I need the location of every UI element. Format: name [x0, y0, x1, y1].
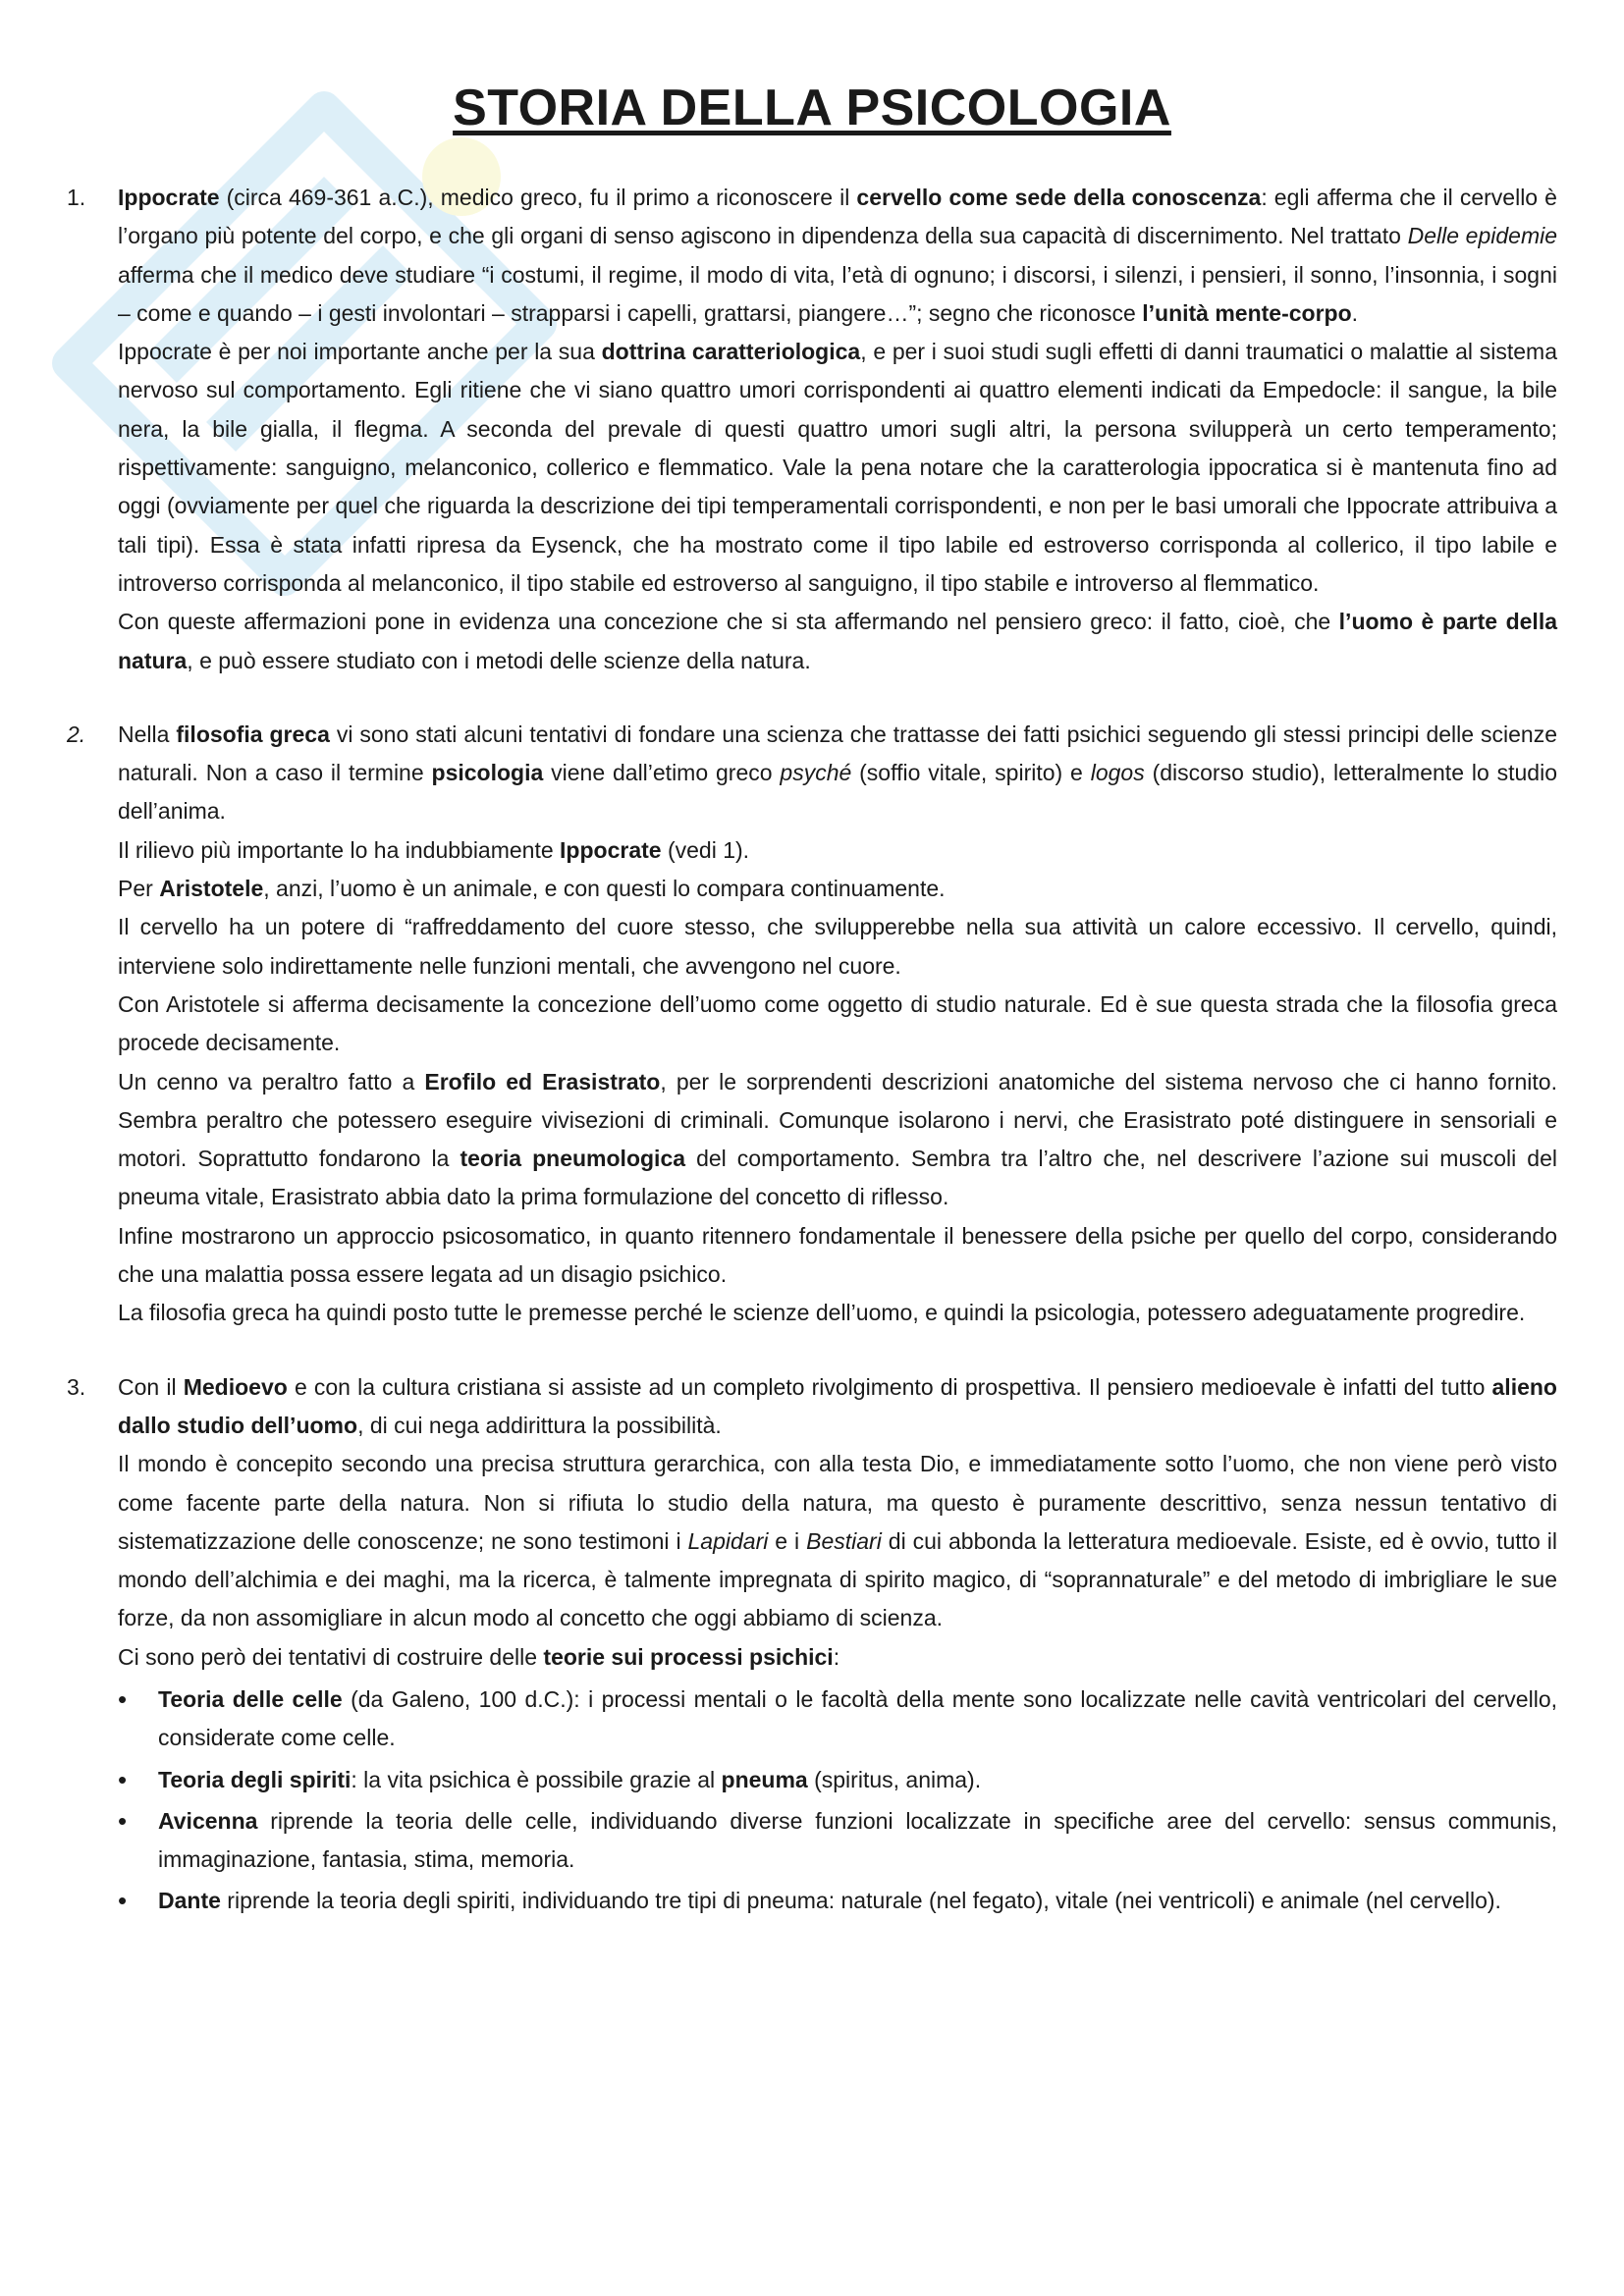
- text-run: di cui abbonda la letteratura medioevale. Esiste, ed è ovvio, tutto il mondo dell’alchimia e dei maghi, ma la ricerca, è talmente impregnata di spirito magico, di “soprannaturale” e del metodo di imbrigliare le sue forze, da non assomigliare in alcun modo al concetto che oggi abbiamo di scienza.: [118, 1527, 1557, 1631]
- paragraph: [118, 1217, 1557, 1295]
- list-item: [118, 1681, 1557, 1758]
- text-run: , e per i suoi studi sugli effetti di danni traumatici o malattie al sistema nervoso sul comportamento. Egli ritiene che vi siano quattro umori corrispondenti ai quattro elementi indicati da Empedocle: il sangue, la bile nera, la bile gialla, il flegma. A seconda del prevale di questi quattro umori sugli altri, la persona svilupperà un certo temperamento; rispettivamente: sanguigno, melanconico, collerico e flemmatico. Vale la pena notare che la caratterologia ippocratica si è mantenuta fino ad oggi (ovviamente per quel che riguarda la descrizione dei tipi temperamentali corrispondenti, e non per le basi umorali che Ippocrate attribuiva a tali tipi). Essa è stata infatti ripresa da Eysenck, che ha mostrato come il tipo labile ed estroverso corrisponda al collerico, il tipo labile e introverso corrisponda al melanconico, il tipo stabile ed estroverso al sanguigno, il tipo stabile e introverso al flemmatico.: [118, 339, 1557, 596]
- bold-term: psicologia: [431, 760, 544, 786]
- bold-term: Ippocrate: [118, 185, 220, 210]
- text-run: Nella: [118, 721, 177, 747]
- text-run: Ci sono però dei tentativi di costruire delle: [118, 1643, 544, 1670]
- bold-term: alieno dallo studio dell’uomo: [118, 1373, 1557, 1438]
- paragraph: [118, 986, 1557, 1063]
- text-run: Il cervello ha un potere di “raffreddamento del cuore stesso, che svilupperebbe nella sua attività un calore eccessivo. Il cervello, quindi, interviene solo indirettamente nelle funzioni mentali, che avvengono nel cuore.: [118, 914, 1557, 979]
- text-run: : egli afferma che il cervello è l’organo più potente del corpo, e che gli organi di senso agiscono in dipendenza della sua capacità di discernimento. Nel trattato: [118, 185, 1557, 249]
- list-item: [118, 1802, 1557, 1880]
- bold-term: l’uomo è parte della natura: [118, 609, 1557, 673]
- text-run: La filosofia greca ha quindi posto tutte le premesse perché le scienze dell’uomo, e quindi la psicologia, potessero adeguatamente progredire.: [118, 1300, 1526, 1326]
- page-title: STORIA DELLA PSICOLOGIA: [453, 80, 1171, 136]
- bullet-icon: •: [118, 1805, 128, 1836]
- bold-term: Medioevo: [183, 1373, 288, 1400]
- text-run: Con queste affermazioni pone in evidenza una concezione che si sta affermando nel pensiero greco: il fatto, cioè, che: [118, 609, 1339, 635]
- bold-term: l’unità mente-corpo: [1142, 299, 1352, 326]
- paragraph: [118, 603, 1557, 680]
- section-number: 2.: [67, 721, 86, 747]
- text-run: :: [833, 1643, 840, 1670]
- bold-term: Erofilo ed Erasistrato: [424, 1068, 661, 1095]
- text-run: (soffio vitale, spirito) e: [851, 760, 1091, 786]
- list-item: [118, 1882, 1557, 1920]
- section-2: [67, 716, 1557, 1333]
- bullet-icon: •: [118, 1764, 128, 1794]
- italic-term: Delle epidemie: [1407, 223, 1557, 249]
- paragraph: [118, 831, 1557, 870]
- text-run: e con la cultura cristiana si assiste ad un completo rivolgimento di prospettiva. Il pensiero medioevale è infatti del tutto: [287, 1373, 1492, 1400]
- text-run: del comportamento. Sembra tra l’altro che, nel descrivere l’azione sui muscoli del pneuma vitale, Erasistrato abbia dato la prima formulazione del concetto di riflesso.: [118, 1146, 1557, 1210]
- text-run: vi sono stati alcuni tentativi di fondare una scienza che trattasse dei fatti psichici seguendo gli stessi principi delle scienze naturali. Non a caso il termine: [118, 721, 1557, 786]
- bold-term: filosofia greca: [176, 721, 330, 747]
- text-run: (spiritus, anima).: [807, 1766, 982, 1792]
- section-3: [67, 1368, 1557, 1921]
- text-run: riprende la teoria degli spiriti, individuando tre tipi di pneuma: naturale (nel fegato), vitale (nei ventricoli) e animale (nel cervello).: [220, 1888, 1501, 1914]
- text-run: Il mondo è concepito secondo una precisa struttura gerarchica, con alla testa Dio, e immediatamente sotto l’uomo, che non viene però visto come facente parte della natura. Non si rifiuta lo studio della natura, ma questo è puramente descrittivo, senza nessun tentativo di sistematizzazione delle conoscenze; ne sono testimoni i: [118, 1451, 1557, 1554]
- bullet-list: [118, 1681, 1557, 1921]
- text-run: , e può essere studiato con i metodi delle scienze della natura.: [187, 647, 811, 673]
- text-run: Per: [118, 876, 160, 902]
- italic-term: logos: [1090, 760, 1145, 786]
- paragraph: [118, 1294, 1557, 1332]
- bold-term: Teoria delle celle: [158, 1685, 343, 1712]
- text-run: (vedi 1).: [661, 836, 750, 863]
- bold-term: pneuma: [721, 1766, 808, 1792]
- bold-term: Aristotele: [159, 876, 264, 902]
- paragraph: [118, 1638, 1557, 1677]
- text-run: (circa 469-361 a.C.), medico greco, fu il primo a riconoscere il: [219, 185, 857, 210]
- bold-term: teorie sui processi psichici: [543, 1643, 834, 1670]
- bold-term: Avicenna: [158, 1807, 258, 1834]
- section-number: 3.: [67, 1373, 86, 1400]
- paragraph: [118, 179, 1557, 333]
- italic-term: psyché: [780, 760, 852, 786]
- paragraph: [118, 908, 1557, 986]
- bullet-icon: •: [118, 1886, 128, 1916]
- text-run: Ippocrate è per noi importante anche per la sua: [118, 339, 602, 365]
- bold-term: teoria pneumologica: [460, 1146, 686, 1172]
- bold-term: Dante: [158, 1888, 221, 1914]
- bold-term: dottrina caratteriologica: [601, 339, 861, 365]
- paragraph: [118, 1445, 1557, 1637]
- text-run: riprende la teoria delle celle, individuando diverse funzioni localizzate in specifiche aree del cervello: sensus communis, immaginazione, fantasia, stima, memoria.: [158, 1807, 1557, 1873]
- text-run: afferma che il medico deve studiare “i costumi, il regime, il modo di vita, l’età di ognuno; i discorsi, i silenzi, i pensieri, il sonno, l’insonnia, i sogni – come e quando – i gesti involontari – strapparsi i capelli, grattarsi, piangere…”; segno che riconosce: [118, 261, 1557, 326]
- text-run: Con Aristotele si afferma decisamente la concezione dell’uomo come oggetto di studio naturale. Ed è sue questa strada che la filosofia greca procede decisamente.: [118, 990, 1557, 1056]
- section-1: [67, 179, 1557, 680]
- text-run: , per le sorprendenti descrizioni anatomiche del sistema nervoso che ci hanno fornito. Sembra peraltro che potessero eseguire vivisezioni di criminali. Comunque isolarono i nervi, che Erasistrato poté distinguere in sensoriali e motori. Soprattutto fondarono la: [118, 1068, 1557, 1172]
- paragraph: [118, 333, 1557, 603]
- text-run: e i: [768, 1527, 807, 1554]
- text-run: (da Galeno, 100 d.C.): i processi mentali o le facoltà della mente sono localizzate nelle cavità ventricolari del cervello, considerate come celle.: [158, 1685, 1557, 1751]
- italic-term: Lapidari: [687, 1527, 769, 1554]
- text-run: .: [1351, 299, 1359, 326]
- text-run: : la vita psichica è possibile grazie al: [351, 1766, 722, 1792]
- text-run: Infine mostrarono un approccio psicosomatico, in quanto ritennero fondamentale il benessere della psiche per quello del corpo, considerando che una malattia possa essere legata ad un disagio psichico.: [118, 1222, 1557, 1288]
- text-run: (discorso studio), letteralmente lo studio dell’anima.: [118, 760, 1557, 825]
- italic-term: Bestiari: [806, 1527, 882, 1554]
- text-run: , di cui nega addirittura la possibilità.: [357, 1412, 722, 1438]
- bold-term: cervello come sede della conoscenza: [856, 185, 1262, 210]
- text-run: Con il: [118, 1373, 184, 1400]
- paragraph: [118, 1063, 1557, 1217]
- text-run: , anzi, l’uomo è un animale, e con questi lo compara continuamente.: [263, 876, 946, 902]
- paragraph: [118, 870, 1557, 908]
- bold-term: Ippocrate: [560, 836, 662, 863]
- paragraph: [118, 716, 1557, 831]
- section-number: 1.: [67, 185, 86, 210]
- bold-term: Teoria degli spiriti: [158, 1766, 352, 1792]
- text-run: viene dall’etimo greco: [543, 760, 781, 786]
- bullet-icon: •: [118, 1683, 128, 1714]
- sections-container: [67, 179, 1557, 1921]
- text-run: Il rilievo più importante lo ha indubbiamente: [118, 836, 561, 863]
- list-item: [118, 1761, 1557, 1799]
- paragraph: [118, 1368, 1557, 1446]
- text-run: Un cenno va peraltro fatto a: [118, 1068, 425, 1095]
